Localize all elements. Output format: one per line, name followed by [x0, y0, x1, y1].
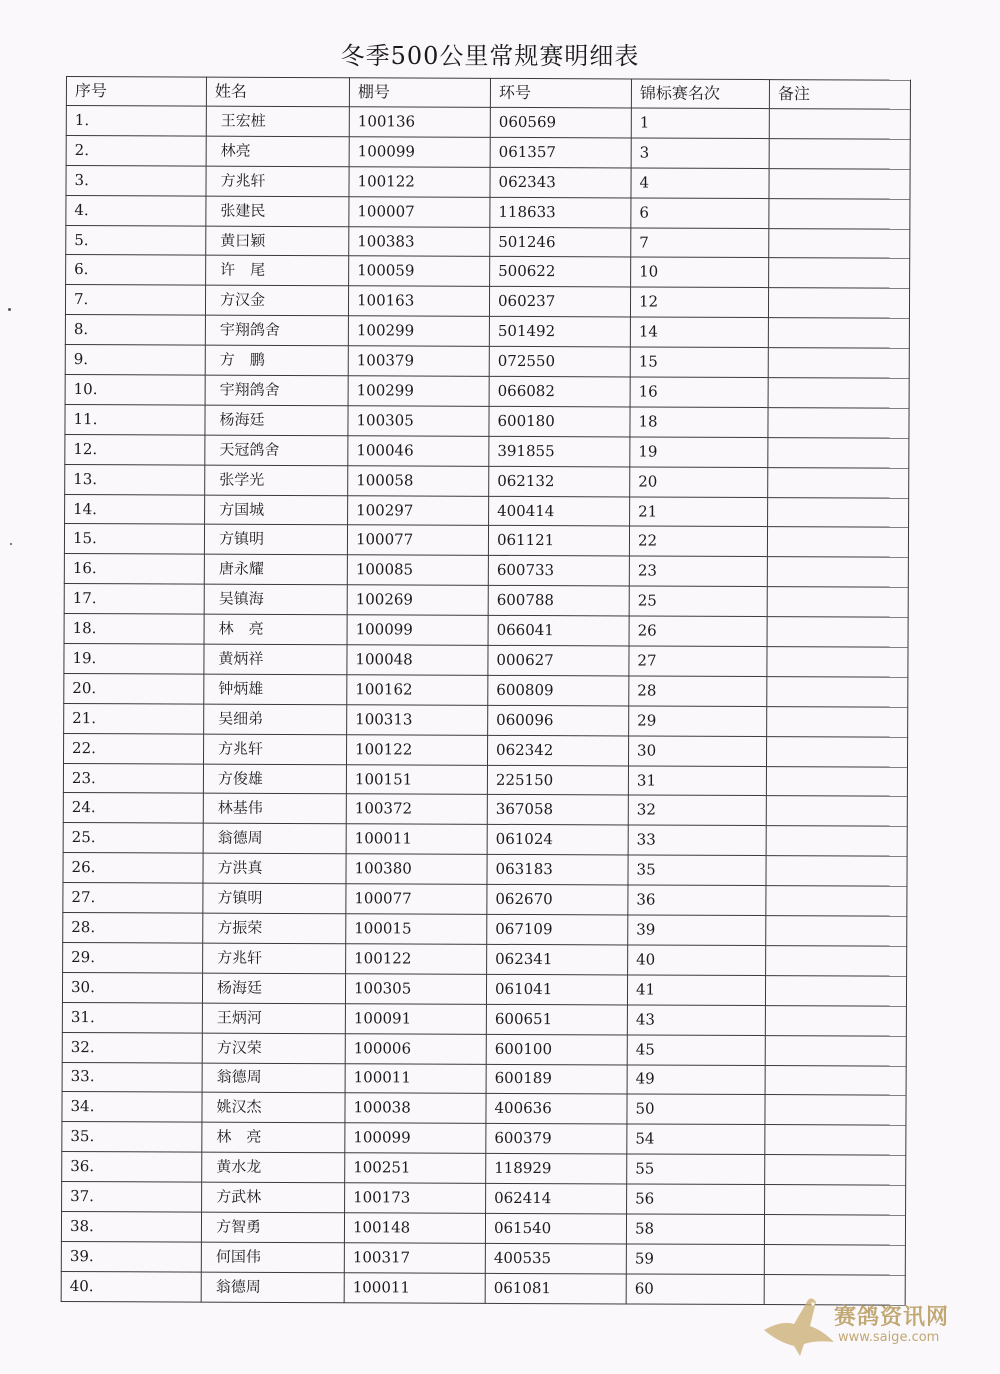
cell-name: 方镇明 [203, 883, 346, 914]
cell-index: 15. [64, 524, 204, 555]
cell-championship-rank: 56 [627, 1184, 765, 1214]
cell-index: 33. [62, 1062, 202, 1093]
table-row [63, 913, 907, 947]
cell-remarks [765, 1095, 906, 1126]
cell-name: 杨海廷 [202, 973, 345, 1004]
cell-championship-rank: 18 [630, 407, 768, 437]
scan-speck [10, 543, 12, 545]
cell-championship-rank: 28 [629, 676, 767, 706]
header-remarks: 备注 [769, 80, 910, 110]
table-row [64, 554, 908, 588]
cell-remarks [767, 647, 908, 678]
cell-name: 张建民 [206, 196, 349, 227]
cell-index: 16. [64, 554, 204, 585]
cell-index: 4. [66, 195, 206, 226]
cell-loft-number: 100085 [347, 555, 488, 586]
cell-name: 翁德周 [202, 1063, 345, 1094]
cell-championship-rank: 41 [627, 975, 765, 1005]
cell-ring-number: 600651 [486, 1004, 627, 1035]
watermark-url: www.saige.com [838, 1330, 940, 1345]
cell-remarks [767, 587, 908, 618]
cell-index: 5. [66, 225, 206, 256]
cell-ring-number: 061041 [486, 974, 627, 1005]
table-row [62, 1122, 906, 1156]
cell-championship-rank: 59 [626, 1244, 764, 1274]
cell-index: 18. [64, 614, 204, 645]
cell-remarks [768, 467, 909, 498]
cell-ring-number: 060096 [488, 705, 629, 736]
cell-loft-number: 100297 [348, 495, 489, 526]
cell-remarks [765, 1035, 906, 1066]
cell-name: 黄水龙 [202, 1152, 345, 1183]
cell-remarks [765, 1005, 906, 1036]
cell-championship-rank: 60 [626, 1274, 764, 1304]
cell-loft-number: 100006 [345, 1033, 486, 1064]
cell-name: 方汉金 [205, 285, 348, 316]
cell-name: 姚汉杰 [202, 1092, 345, 1123]
header-loft-number: 棚号 [349, 78, 490, 108]
table-row [65, 434, 909, 468]
cell-index: 39. [61, 1241, 201, 1272]
cell-name: 方振荣 [203, 913, 346, 944]
cell-ring-number: 500622 [490, 257, 631, 288]
cell-ring-number: 391855 [489, 436, 630, 467]
cell-loft-number: 100007 [349, 196, 490, 227]
table-row [64, 644, 908, 678]
cell-loft-number: 100299 [348, 316, 489, 347]
cell-loft-number: 100163 [348, 286, 489, 317]
cell-remarks [765, 1065, 906, 1096]
cell-index: 29. [63, 942, 203, 973]
cell-loft-number: 100173 [345, 1183, 486, 1214]
cell-remarks [767, 706, 908, 737]
cell-index: 17. [64, 584, 204, 615]
cell-remarks [767, 617, 908, 648]
cell-name: 林亮 [206, 136, 349, 167]
page-title: 冬季500公里常规赛明细表 [340, 42, 640, 70]
cell-remarks [766, 916, 907, 947]
cell-championship-rank: 31 [628, 766, 766, 796]
cell-championship-rank: 40 [628, 945, 766, 975]
cell-ring-number: 060237 [489, 287, 630, 318]
table-row [64, 524, 908, 558]
cell-ring-number: 400414 [489, 496, 630, 527]
cell-championship-rank: 43 [627, 1005, 765, 1035]
cell-remarks [766, 736, 907, 767]
cell-name: 方汉荣 [202, 1033, 345, 1064]
cell-name: 宇翔鸽舍 [205, 375, 348, 406]
cell-loft-number: 100313 [347, 705, 488, 736]
cell-remarks [768, 318, 909, 349]
table-row [63, 853, 907, 887]
table-row [65, 285, 909, 319]
header-ring-number: 环号 [490, 78, 631, 108]
table-row [65, 494, 909, 528]
table-row [66, 255, 910, 289]
cell-name: 方兆轩 [204, 734, 347, 765]
cell-championship-rank: 54 [627, 1124, 765, 1154]
cell-loft-number: 100099 [347, 615, 488, 646]
cell-name: 唐永耀 [204, 554, 347, 585]
cell-championship-rank: 7 [631, 228, 769, 258]
cell-ring-number: 501246 [490, 227, 631, 258]
cell-ring-number: 062342 [487, 735, 628, 766]
cell-ring-number: 600180 [489, 406, 630, 437]
header-championship-rank: 锦标赛名次 [631, 79, 769, 109]
scan-speck [8, 308, 11, 311]
table-row [66, 225, 910, 259]
cell-name: 王宏桩 [206, 106, 349, 137]
cell-championship-rank: 58 [626, 1214, 764, 1244]
cell-loft-number: 100151 [346, 764, 487, 795]
cell-ring-number: 063183 [487, 855, 628, 886]
cell-remarks [769, 258, 910, 289]
cell-loft-number: 100136 [349, 107, 490, 138]
cell-name: 翁德周 [203, 823, 346, 854]
table-row [62, 1182, 906, 1216]
table-row [64, 614, 908, 648]
cell-ring-number: 062343 [490, 167, 631, 198]
cell-ring-number: 066082 [489, 376, 630, 407]
cell-loft-number: 100077 [346, 884, 487, 915]
cell-index: 36. [62, 1152, 202, 1183]
table-row [62, 972, 906, 1006]
cell-championship-rank: 23 [629, 556, 767, 586]
cell-name: 吴镇海 [204, 584, 347, 615]
cell-loft-number: 100305 [348, 406, 489, 437]
cell-name: 张学光 [205, 465, 348, 496]
table-row [64, 703, 908, 737]
cell-index: 19. [64, 644, 204, 675]
cell-loft-number: 100372 [346, 794, 487, 825]
cell-ring-number: 061081 [485, 1273, 626, 1304]
cell-name: 钟炳雄 [204, 674, 347, 705]
cell-ring-number: 061121 [488, 526, 629, 557]
table-row [66, 195, 910, 229]
table-row [62, 1092, 906, 1126]
cell-index: 6. [66, 255, 206, 286]
cell-loft-number: 100011 [344, 1272, 485, 1303]
cell-index: 25. [63, 823, 203, 854]
table-row [63, 942, 907, 976]
table-row [61, 1211, 905, 1245]
cell-championship-rank: 25 [629, 586, 767, 616]
cell-ring-number: 367058 [487, 795, 628, 826]
cell-ring-number: 061540 [485, 1213, 626, 1244]
cell-remarks [768, 497, 909, 528]
table-row [64, 584, 908, 618]
cell-loft-number: 100251 [345, 1153, 486, 1184]
cell-index: 9. [65, 345, 205, 376]
cell-loft-number: 100048 [347, 645, 488, 676]
cell-index: 26. [63, 853, 203, 884]
cell-championship-rank: 35 [628, 855, 766, 885]
cell-index: 24. [63, 793, 203, 824]
cell-index: 32. [62, 1032, 202, 1063]
cell-championship-rank: 49 [627, 1064, 765, 1094]
cell-remarks [766, 826, 907, 857]
cell-ring-number: 062341 [487, 944, 628, 975]
cell-loft-number: 100077 [347, 525, 488, 556]
cell-name: 林 亮 [202, 1122, 345, 1153]
cell-name: 方国城 [205, 495, 348, 526]
cell-index: 10. [65, 375, 205, 406]
cell-championship-rank: 26 [629, 616, 767, 646]
cell-remarks [769, 198, 910, 229]
cell-remarks [766, 766, 907, 797]
cell-championship-rank: 45 [627, 1035, 765, 1065]
cell-remarks [765, 1155, 906, 1186]
cell-loft-number: 100015 [346, 914, 487, 945]
cell-name: 王炳河 [202, 1003, 345, 1034]
cell-ring-number: 118929 [486, 1154, 627, 1185]
cell-index: 13. [65, 464, 205, 495]
cell-ring-number: 600189 [486, 1064, 627, 1095]
cell-loft-number: 100317 [344, 1243, 485, 1274]
cell-ring-number: 600788 [488, 586, 629, 617]
cell-name: 方兆轩 [206, 166, 349, 197]
cell-championship-rank: 27 [629, 646, 767, 676]
cell-name: 方武林 [202, 1182, 345, 1213]
cell-loft-number: 100091 [345, 1003, 486, 1034]
cell-championship-rank: 55 [627, 1154, 765, 1184]
cell-championship-rank: 15 [630, 347, 768, 377]
cell-remarks [769, 109, 910, 140]
cell-ring-number: 067109 [487, 914, 628, 945]
cell-championship-rank: 39 [628, 915, 766, 945]
cell-championship-rank: 14 [630, 317, 768, 347]
cell-name: 杨海廷 [205, 405, 348, 436]
table-row [64, 733, 908, 767]
cell-index: 37. [62, 1182, 202, 1213]
cell-championship-rank: 1 [631, 108, 769, 138]
cell-championship-rank: 10 [631, 257, 769, 287]
cell-loft-number: 100162 [347, 675, 488, 706]
watermark-name: 赛鸽资讯网 [834, 1305, 950, 1330]
pigeon-logo-icon [760, 1290, 840, 1360]
cell-ring-number: 400535 [485, 1243, 626, 1274]
cell-remarks [766, 796, 907, 827]
cell-index: 31. [62, 1002, 202, 1033]
cell-ring-number: 062132 [489, 466, 630, 497]
cell-index: 14. [65, 494, 205, 525]
table-row [65, 345, 909, 379]
header-name: 姓名 [206, 77, 349, 107]
cell-index: 11. [65, 404, 205, 435]
cell-ring-number: 062670 [487, 885, 628, 916]
cell-remarks [767, 676, 908, 707]
cell-name: 宇翔鸽舍 [205, 315, 348, 346]
cell-loft-number: 100038 [345, 1093, 486, 1124]
cell-ring-number: 600100 [486, 1034, 627, 1065]
table-row [63, 823, 907, 857]
cell-remarks [764, 1215, 905, 1246]
cell-remarks [769, 138, 910, 169]
cell-name: 林基伟 [203, 794, 346, 825]
cell-index: 23. [63, 763, 203, 794]
cell-ring-number: 600809 [488, 675, 629, 706]
cell-loft-number: 100122 [346, 734, 487, 765]
cell-name: 林 亮 [204, 614, 347, 645]
cell-loft-number: 100383 [349, 226, 490, 257]
cell-loft-number: 100011 [346, 824, 487, 855]
table-row [65, 404, 909, 438]
cell-championship-rank: 12 [630, 287, 768, 317]
table-row [64, 673, 908, 707]
table-row [65, 375, 909, 409]
table-row [62, 1152, 906, 1186]
cell-index: 40. [61, 1271, 201, 1302]
cell-name: 方 鹏 [205, 345, 348, 376]
cell-loft-number: 100099 [349, 137, 490, 168]
table-row [63, 883, 907, 917]
cell-loft-number: 100305 [345, 974, 486, 1005]
cell-championship-rank: 36 [628, 885, 766, 915]
cell-championship-rank: 30 [628, 736, 766, 766]
table-row [61, 1241, 905, 1275]
cell-name: 方镇明 [204, 525, 347, 556]
cell-remarks [768, 437, 909, 468]
cell-ring-number: 061357 [490, 137, 631, 168]
cell-loft-number: 100122 [349, 167, 490, 198]
cell-championship-rank: 20 [630, 467, 768, 497]
cell-championship-rank: 19 [630, 437, 768, 467]
cell-loft-number: 100122 [346, 944, 487, 975]
cell-ring-number: 061024 [487, 825, 628, 856]
table-row [66, 106, 910, 140]
table-body [61, 106, 910, 1305]
cell-index: 1. [66, 106, 206, 137]
watermark [760, 1290, 980, 1360]
cell-name: 黄炳祥 [204, 644, 347, 675]
cell-index: 27. [63, 883, 203, 914]
cell-name: 吴细弟 [204, 704, 347, 735]
cell-remarks [765, 1125, 906, 1156]
cell-index: 7. [65, 285, 205, 316]
table-row [62, 1062, 906, 1096]
cell-index: 8. [65, 315, 205, 346]
cell-championship-rank: 33 [628, 825, 766, 855]
cell-remarks [765, 975, 906, 1006]
cell-remarks [766, 886, 907, 917]
cell-remarks [764, 1244, 905, 1275]
cell-championship-rank: 4 [631, 168, 769, 198]
cell-name: 方俊雄 [203, 764, 346, 795]
cell-ring-number: 600379 [486, 1124, 627, 1155]
cell-index: 2. [66, 135, 206, 166]
cell-name: 方洪真 [203, 853, 346, 884]
cell-index: 30. [62, 972, 202, 1003]
cell-loft-number: 100299 [348, 376, 489, 407]
cell-ring-number: 501492 [489, 317, 630, 348]
cell-name: 黄曰颖 [206, 226, 349, 257]
cell-remarks [767, 557, 908, 588]
cell-index: 38. [61, 1211, 201, 1242]
cell-index: 20. [64, 673, 204, 704]
cell-remarks [768, 407, 909, 438]
cell-name: 方智勇 [201, 1212, 344, 1243]
cell-ring-number: 062414 [486, 1183, 627, 1214]
cell-ring-number: 400636 [486, 1094, 627, 1125]
cell-remarks [768, 348, 909, 379]
cell-championship-rank: 29 [629, 706, 767, 736]
table-row [62, 1002, 906, 1036]
cell-loft-number: 100046 [348, 436, 489, 467]
cell-loft-number: 100011 [345, 1063, 486, 1094]
cell-index: 21. [64, 703, 204, 734]
cell-ring-number: 000627 [488, 645, 629, 676]
cell-name: 何国伟 [201, 1242, 344, 1273]
cell-loft-number: 100380 [346, 854, 487, 885]
cell-index: 35. [62, 1122, 202, 1153]
table-row [63, 763, 907, 797]
cell-loft-number: 100059 [349, 256, 490, 287]
header-index: 序号 [66, 77, 206, 107]
cell-ring-number: 072550 [489, 346, 630, 377]
cell-championship-rank: 16 [630, 377, 768, 407]
cell-remarks [766, 945, 907, 976]
cell-championship-rank: 6 [631, 198, 769, 228]
cell-index: 34. [62, 1092, 202, 1123]
table-row [66, 165, 910, 199]
cell-remarks [769, 168, 910, 199]
cell-loft-number: 100148 [344, 1213, 485, 1244]
cell-ring-number: 600733 [488, 556, 629, 587]
cell-championship-rank: 32 [628, 795, 766, 825]
cell-loft-number: 100379 [348, 346, 489, 377]
table-row [63, 793, 907, 827]
cell-loft-number: 100099 [345, 1123, 486, 1154]
cell-name: 翁德周 [201, 1272, 344, 1303]
cell-remarks [767, 527, 908, 558]
table-row [65, 464, 909, 498]
cell-remarks [765, 1185, 906, 1216]
cell-remarks [766, 856, 907, 887]
cell-championship-rank: 21 [630, 497, 768, 527]
cell-index: 28. [63, 913, 203, 944]
cell-remarks [768, 288, 909, 319]
cell-ring-number: 066041 [488, 615, 629, 646]
cell-remarks [768, 378, 909, 409]
cell-name: 方兆轩 [203, 943, 346, 974]
cell-championship-rank: 22 [629, 526, 767, 556]
cell-ring-number: 118633 [490, 197, 631, 228]
cell-championship-rank: 3 [631, 138, 769, 168]
cell-ring-number: 060569 [490, 107, 631, 138]
cell-loft-number: 100269 [347, 585, 488, 616]
table-row [65, 315, 909, 349]
cell-loft-number: 100058 [348, 465, 489, 496]
table-row [66, 135, 910, 169]
cell-name: 天冠鸽舍 [205, 435, 348, 466]
cell-name: 许 尾 [206, 256, 349, 287]
cell-index: 12. [65, 434, 205, 465]
cell-remarks [769, 228, 910, 259]
cell-index: 3. [66, 165, 206, 196]
header-row [66, 77, 910, 110]
cell-index: 22. [64, 733, 204, 764]
cell-championship-rank: 50 [627, 1094, 765, 1124]
table-row [62, 1032, 906, 1066]
cell-ring-number: 225150 [487, 765, 628, 796]
results-table [61, 76, 911, 1305]
